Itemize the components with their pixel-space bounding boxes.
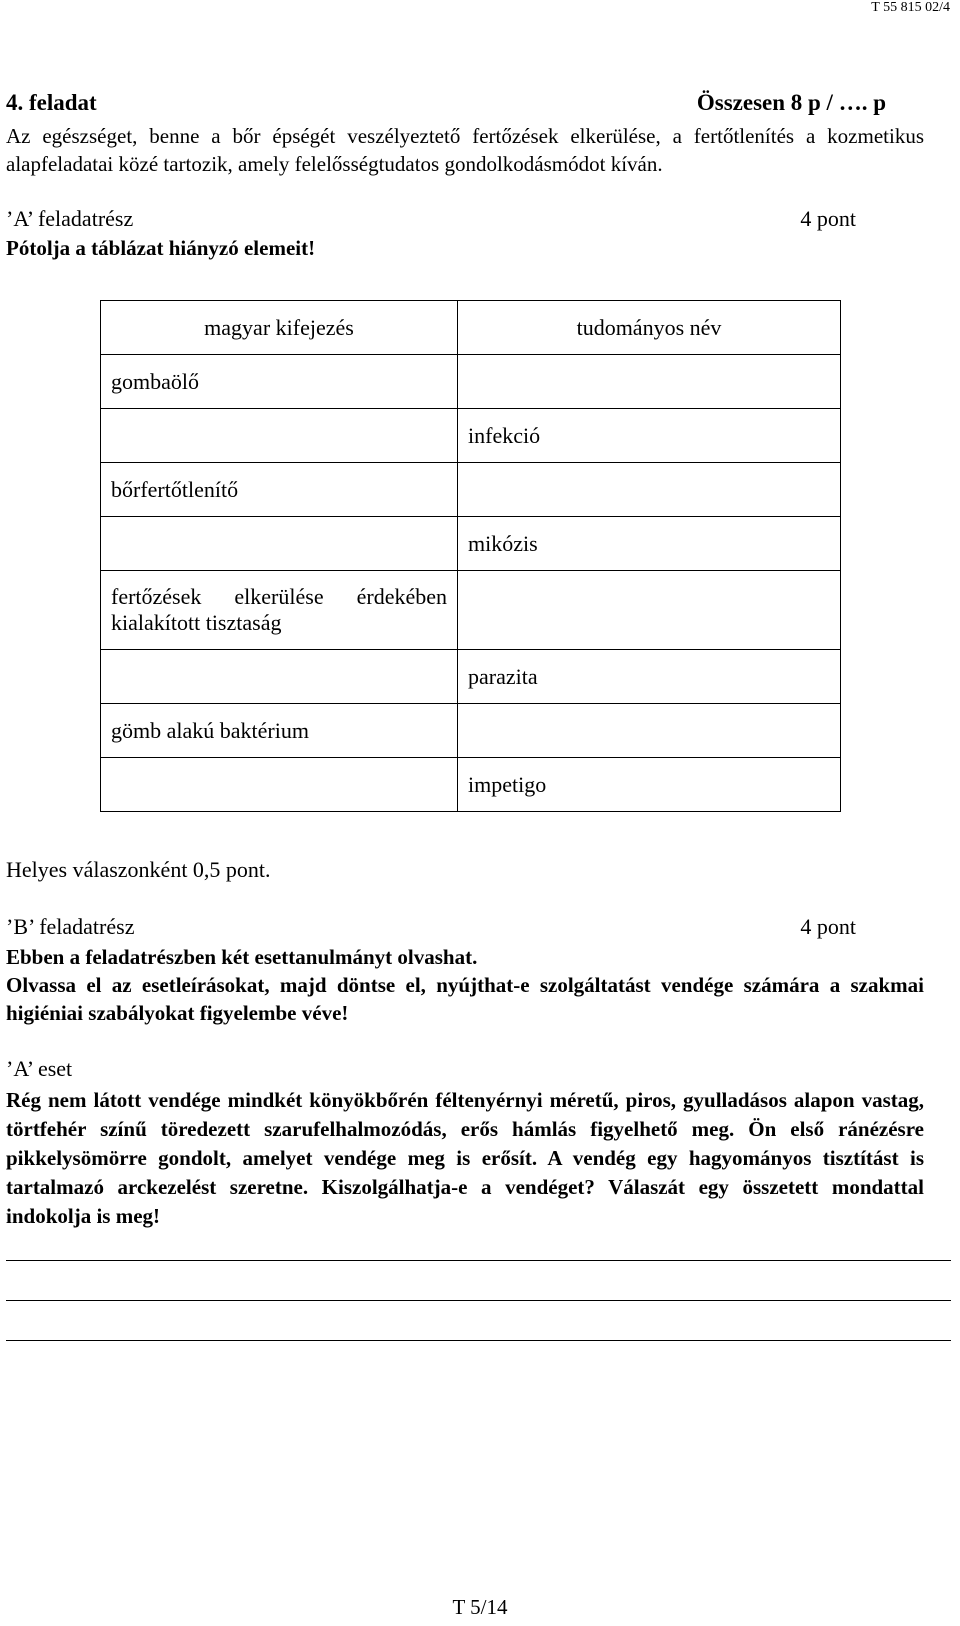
table-row [101, 704, 841, 758]
task-header [6, 90, 886, 116]
case-text: Rég nem látott vendége mindkét könyökbőrén féltenyérnyi méretű, piros, gyulladásos alapon vastag, törtfehér színű töredezett szarufelhalmozódás, erős hámlás figyelhető meg. Ön első ránézésre pikkelysömörre gondolt, amelyet vendége meg is erősít. A vendég egy hagyományos tisztítást is tartalmazó arckezelést szeretne. Kiszolgálhatja-e a vendéget? Válaszát egy összetett mondattal indokolja is meg! [6, 1088, 924, 1228]
part-b-instruction-1: Ebben a feladatrészben két esettanulmányt olvashat. [6, 945, 478, 969]
table-header-row [101, 301, 841, 355]
answer-blank[interactable] [458, 463, 841, 517]
task-total-points: Összesen 8 p / …. p [696, 90, 886, 115]
scoring-note: Helyes válaszonként 0,5 pont. [6, 857, 271, 882]
task-title: 4. feladat [6, 90, 97, 115]
answer-line[interactable] [6, 1340, 951, 1341]
table-row [101, 355, 841, 409]
table-cell: gömb alakú baktérium [101, 704, 458, 758]
part-b-points: 4 pont [800, 914, 856, 939]
part-b-instruction-2: Olvassa el az esetleírásokat, majd döntse el, nyújthat-e szolgáltatást vendége számára a szakmai higiéniai szabályokat figyelembe véve! [6, 973, 924, 1025]
table-header-scientific: tudományos név [458, 301, 841, 355]
answer-table [100, 300, 841, 812]
document-code: T 55 815 02/4 [871, 0, 950, 15]
table-row [101, 650, 841, 704]
answer-blank[interactable] [101, 517, 458, 571]
answer-line[interactable] [6, 1260, 951, 1261]
table-cell: infekció [458, 409, 841, 463]
table-row [101, 409, 841, 463]
table-row [101, 571, 841, 650]
table-row [101, 758, 841, 812]
table-row [101, 517, 841, 571]
part-a-instruction: Pótolja a táblázat hiányzó elemeit! [6, 236, 316, 260]
table-cell: impetigo [458, 758, 841, 812]
table-cell: bőrfertőtlenítő [101, 463, 458, 517]
table-cell: mikózis [458, 517, 841, 571]
task-intro: Az egészséget, benne a bőr épségét veszélyeztető fertőzések elkerülése, a fertőtlenítés a kozmetikus alapfeladatai közé tartozik, amely felelősségtudatos gondolkodásmódot kíván. [6, 124, 924, 176]
answer-blank[interactable] [458, 704, 841, 758]
part-a-label: ’A’ feladatrész [6, 206, 134, 231]
answer-blank[interactable] [101, 409, 458, 463]
table-row [101, 463, 841, 517]
table-cell: gombaölő [101, 355, 458, 409]
table-cell: fertőzések elkerülése érdekében kialakított tisztaság [101, 571, 458, 650]
case-label: ’A’ eset [6, 1056, 73, 1081]
answer-blank[interactable] [101, 758, 458, 812]
part-b-header [6, 914, 856, 940]
answer-blank[interactable] [458, 571, 841, 650]
page-number: T 5/14 [452, 1595, 508, 1619]
answer-blank[interactable] [458, 355, 841, 409]
part-a-points: 4 pont [800, 206, 856, 231]
part-b-label: ’B’ feladatrész [6, 914, 135, 939]
answer-line[interactable] [6, 1300, 951, 1301]
part-a-header [6, 206, 856, 232]
table-header-hungarian: magyar kifejezés [101, 301, 458, 355]
answer-blank[interactable] [101, 650, 458, 704]
table-cell: parazita [458, 650, 841, 704]
